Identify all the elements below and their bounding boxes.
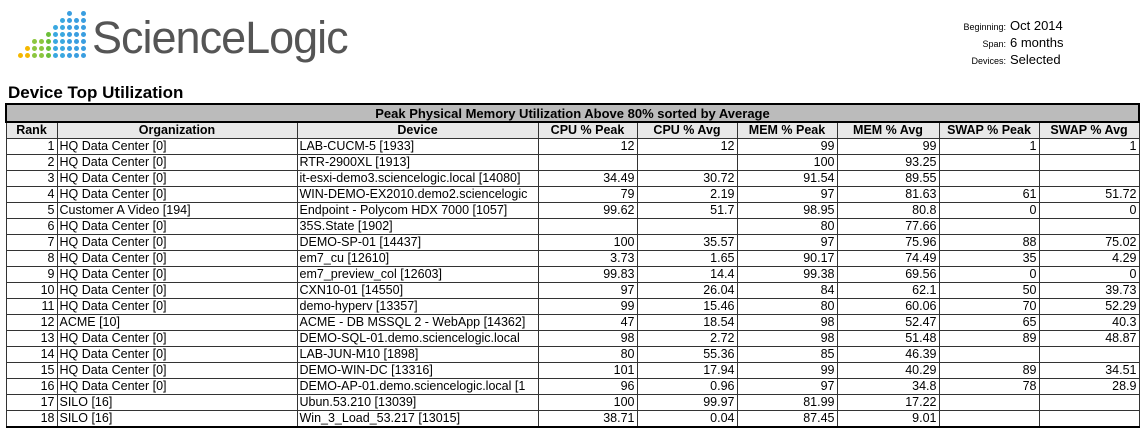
- table-cell: 80: [737, 299, 837, 315]
- table-cell: 34.51: [1039, 363, 1139, 379]
- meta-value: Oct 2014: [1010, 18, 1063, 33]
- table-cell: 30.72: [637, 171, 737, 187]
- table-cell: RTR-2900XL [1913]: [297, 155, 538, 171]
- table-cell: [1039, 219, 1139, 235]
- table-cell: 80: [538, 347, 637, 363]
- table-cell: 8: [6, 251, 57, 267]
- table-cell: 0.96: [637, 379, 737, 395]
- table-cell: [1039, 395, 1139, 411]
- table-cell: HQ Data Center [0]: [57, 219, 297, 235]
- table-cell: 98: [737, 315, 837, 331]
- table-row: [6, 267, 1139, 283]
- meta-beginning: [963, 18, 1092, 35]
- table-cell: 99: [737, 139, 837, 155]
- table-cell: [939, 155, 1039, 171]
- table-cell: 2.19: [637, 187, 737, 203]
- table-cell: 52.29: [1039, 299, 1139, 315]
- table-row: [6, 171, 1139, 187]
- table-cell: Endpoint - Polycom HDX 7000 [1057]: [297, 203, 538, 219]
- logo-text: ScienceLogic: [92, 12, 348, 63]
- column-header: Device: [297, 122, 538, 139]
- table-cell: 99.97: [637, 395, 737, 411]
- table-cell: WIN-DEMO-EX2010.demo2.sciencelogic: [297, 187, 538, 203]
- table-cell: 34.49: [538, 171, 637, 187]
- table-cell: 78: [939, 379, 1039, 395]
- table-cell: HQ Data Center [0]: [57, 139, 297, 155]
- table-cell: 12: [538, 139, 637, 155]
- table-cell: Ubun.53.210 [13039]: [297, 395, 538, 411]
- table-cell: 99: [837, 139, 939, 155]
- table-cell: 11: [6, 299, 57, 315]
- table-row: [6, 411, 1139, 428]
- table-cell: 0: [939, 267, 1039, 283]
- table-cell: [939, 395, 1039, 411]
- table-cell: 0: [1039, 267, 1139, 283]
- table-cell: 16: [6, 379, 57, 395]
- table-cell: HQ Data Center [0]: [57, 347, 297, 363]
- table-cell: 90.17: [737, 251, 837, 267]
- table-cell: 65: [939, 315, 1039, 331]
- table-cell: 87.45: [737, 411, 837, 428]
- table-cell: 9: [6, 267, 57, 283]
- table-cell: HQ Data Center [0]: [57, 299, 297, 315]
- column-header: Rank: [6, 122, 57, 139]
- table-cell: 17.94: [637, 363, 737, 379]
- table-cell: it-esxi-demo3.sciencelogic.local [14080]: [297, 171, 538, 187]
- table-cell: DEMO-SQL-01.demo.sciencelogic.local: [297, 331, 538, 347]
- table-cell: 51.48: [837, 331, 939, 347]
- table-cell: 81.63: [837, 187, 939, 203]
- logo-dots-icon: [18, 11, 86, 58]
- table-cell: [939, 347, 1039, 363]
- table-cell: 80.8: [837, 203, 939, 219]
- table-cell: 0: [1039, 203, 1139, 219]
- table-cell: 2.72: [637, 331, 737, 347]
- table-cell: em7_preview_col [12603]: [297, 267, 538, 283]
- page-title: Device Top Utilization: [8, 83, 184, 102]
- table-row: [6, 299, 1139, 315]
- meta-label: Beginning:: [963, 22, 1006, 32]
- table-row: [6, 363, 1139, 379]
- table-cell: Customer A Video [194]: [57, 203, 297, 219]
- table-cell: 93.25: [837, 155, 939, 171]
- table-cell: 13: [6, 331, 57, 347]
- table-row: [6, 283, 1139, 299]
- table-cell: 18: [6, 411, 57, 428]
- table-cell: 5: [6, 203, 57, 219]
- sciencelogic-logo: [18, 8, 348, 68]
- table-cell: 6: [6, 219, 57, 235]
- table-cell: 99.83: [538, 267, 637, 283]
- table-cell: 46.39: [837, 347, 939, 363]
- table-cell: HQ Data Center [0]: [57, 251, 297, 267]
- table-cell: ACME - DB MSSQL 2 - WebApp [14362]: [297, 315, 538, 331]
- table-cell: 99: [737, 363, 837, 379]
- table-cell: 15.46: [637, 299, 737, 315]
- table-cell: 97: [538, 283, 637, 299]
- table-cell: 51.7: [637, 203, 737, 219]
- table-cell: 91.54: [737, 171, 837, 187]
- table-cell: 35S.State [1902]: [297, 219, 538, 235]
- table-cell: 101: [538, 363, 637, 379]
- column-header: SWAP % Peak: [939, 122, 1039, 139]
- table-cell: 34.8: [837, 379, 939, 395]
- table-cell: 74.49: [837, 251, 939, 267]
- table-cell: 1: [939, 139, 1039, 155]
- table-cell: 0.04: [637, 411, 737, 428]
- table-cell: SILO [16]: [57, 411, 297, 428]
- table-cell: 4: [6, 187, 57, 203]
- table-row: [6, 331, 1139, 347]
- table-cell: em7_cu [12610]: [297, 251, 538, 267]
- table-cell: [1039, 347, 1139, 363]
- meta-value: 6 months: [1010, 35, 1064, 50]
- table-cell: [538, 219, 637, 235]
- table-cell: 99: [538, 299, 637, 315]
- table-cell: 18.54: [637, 315, 737, 331]
- table-cell: 1.65: [637, 251, 737, 267]
- table-cell: [939, 219, 1039, 235]
- table-cell: 4.29: [1039, 251, 1139, 267]
- table-row: [6, 187, 1139, 203]
- table-cell: HQ Data Center [0]: [57, 283, 297, 299]
- meta-devices: [963, 52, 1092, 69]
- table-cell: 50: [939, 283, 1039, 299]
- table-cell: 35.57: [637, 235, 737, 251]
- column-header: Organization: [57, 122, 297, 139]
- table-cell: 98.95: [737, 203, 837, 219]
- utilization-table: [5, 103, 1140, 428]
- table-cell: 99.62: [538, 203, 637, 219]
- table-cell: LAB-JUN-M10 [1898]: [297, 347, 538, 363]
- table-row: [6, 315, 1139, 331]
- column-header: MEM % Avg: [837, 122, 939, 139]
- table-cell: HQ Data Center [0]: [57, 155, 297, 171]
- table-row: [6, 219, 1139, 235]
- table-cell: [1039, 155, 1139, 171]
- table-cell: 10: [6, 283, 57, 299]
- table-cell: 97: [737, 379, 837, 395]
- table-cell: 55.36: [637, 347, 737, 363]
- table-cell: 26.04: [637, 283, 737, 299]
- table-cell: [637, 219, 737, 235]
- table-cell: 85: [737, 347, 837, 363]
- table-cell: DEMO-AP-01.demo.sciencelogic.local [1: [297, 379, 538, 395]
- table-cell: 84: [737, 283, 837, 299]
- table-cell: 28.9: [1039, 379, 1139, 395]
- table-cell: 15: [6, 363, 57, 379]
- table-row: [6, 155, 1139, 171]
- table-cell: [939, 411, 1039, 428]
- table-cell: 79: [538, 187, 637, 203]
- table-cell: [637, 155, 737, 171]
- report-meta: [963, 18, 1092, 69]
- table-cell: 48.87: [1039, 331, 1139, 347]
- table-cell: 35: [939, 251, 1039, 267]
- table-cell: 89: [939, 331, 1039, 347]
- table-cell: 9.01: [837, 411, 939, 428]
- meta-value: Selected: [1010, 52, 1061, 67]
- table-cell: [538, 155, 637, 171]
- table-cell: 1: [1039, 139, 1139, 155]
- table-cell: LAB-CUCM-5 [1933]: [297, 139, 538, 155]
- table-cell: 14: [6, 347, 57, 363]
- table-cell: 47: [538, 315, 637, 331]
- table-cell: 39.73: [1039, 283, 1139, 299]
- table-cell: DEMO-SP-01 [14437]: [297, 235, 538, 251]
- table-cell: HQ Data Center [0]: [57, 267, 297, 283]
- table-row: [6, 235, 1139, 251]
- table-cell: 52.47: [837, 315, 939, 331]
- column-header: SWAP % Avg: [1039, 122, 1139, 139]
- table-cell: demo-hyperv [13357]: [297, 299, 538, 315]
- table-row: [6, 251, 1139, 267]
- table-cell: 60.06: [837, 299, 939, 315]
- table-title: Peak Physical Memory Utilization Above 80% sorted by Average: [6, 104, 1139, 122]
- table-cell: 61: [939, 187, 1039, 203]
- table-cell: [1039, 171, 1139, 187]
- table-row: [6, 203, 1139, 219]
- table-cell: [939, 171, 1039, 187]
- meta-label: Span:: [982, 39, 1006, 49]
- table-cell: HQ Data Center [0]: [57, 171, 297, 187]
- table-cell: 89.55: [837, 171, 939, 187]
- table-cell: 98: [538, 331, 637, 347]
- table-cell: 88: [939, 235, 1039, 251]
- table-cell: 38.71: [538, 411, 637, 428]
- column-header: CPU % Peak: [538, 122, 637, 139]
- table-row: [6, 347, 1139, 363]
- table-cell: HQ Data Center [0]: [57, 235, 297, 251]
- table-cell: 100: [538, 235, 637, 251]
- table-cell: 14.4: [637, 267, 737, 283]
- table-cell: 98: [737, 331, 837, 347]
- table-cell: HQ Data Center [0]: [57, 363, 297, 379]
- table-row: [6, 379, 1139, 395]
- meta-span: [963, 35, 1092, 52]
- table-cell: 17.22: [837, 395, 939, 411]
- table-cell: 0: [939, 203, 1039, 219]
- table-cell: 77.66: [837, 219, 939, 235]
- table-cell: 12: [637, 139, 737, 155]
- table-cell: 100: [538, 395, 637, 411]
- column-header: MEM % Peak: [737, 122, 837, 139]
- table-cell: 2: [6, 155, 57, 171]
- table-cell: 3.73: [538, 251, 637, 267]
- table-cell: 62.1: [837, 283, 939, 299]
- table-cell: DEMO-WIN-DC [13316]: [297, 363, 538, 379]
- table-cell: 40.3: [1039, 315, 1139, 331]
- table-cell: HQ Data Center [0]: [57, 379, 297, 395]
- table-cell: 75.02: [1039, 235, 1139, 251]
- table-row: [6, 395, 1139, 411]
- table-cell: 1: [6, 139, 57, 155]
- table-cell: 17: [6, 395, 57, 411]
- table-cell: 7: [6, 235, 57, 251]
- table-cell: 75.96: [837, 235, 939, 251]
- table-cell: HQ Data Center [0]: [57, 187, 297, 203]
- table-cell: SILO [16]: [57, 395, 297, 411]
- table-cell: 96: [538, 379, 637, 395]
- table-cell: 70: [939, 299, 1039, 315]
- table-cell: 69.56: [837, 267, 939, 283]
- table-cell: 3: [6, 171, 57, 187]
- table-cell: CXN10-01 [14550]: [297, 283, 538, 299]
- table-cell: 100: [737, 155, 837, 171]
- table-cell: 97: [737, 235, 837, 251]
- table-cell: [1039, 411, 1139, 428]
- table-cell: HQ Data Center [0]: [57, 331, 297, 347]
- table-cell: ACME [10]: [57, 315, 297, 331]
- column-header: CPU % Avg: [637, 122, 737, 139]
- table-row: [6, 139, 1139, 155]
- table-cell: 51.72: [1039, 187, 1139, 203]
- table-cell: 97: [737, 187, 837, 203]
- table-cell: Win_3_Load_53.217 [13015]: [297, 411, 538, 428]
- table-cell: 80: [737, 219, 837, 235]
- table-cell: 99.38: [737, 267, 837, 283]
- table-cell: 81.99: [737, 395, 837, 411]
- table-cell: 89: [939, 363, 1039, 379]
- table-cell: 12: [6, 315, 57, 331]
- table-cell: 40.29: [837, 363, 939, 379]
- meta-label: Devices:: [971, 56, 1006, 66]
